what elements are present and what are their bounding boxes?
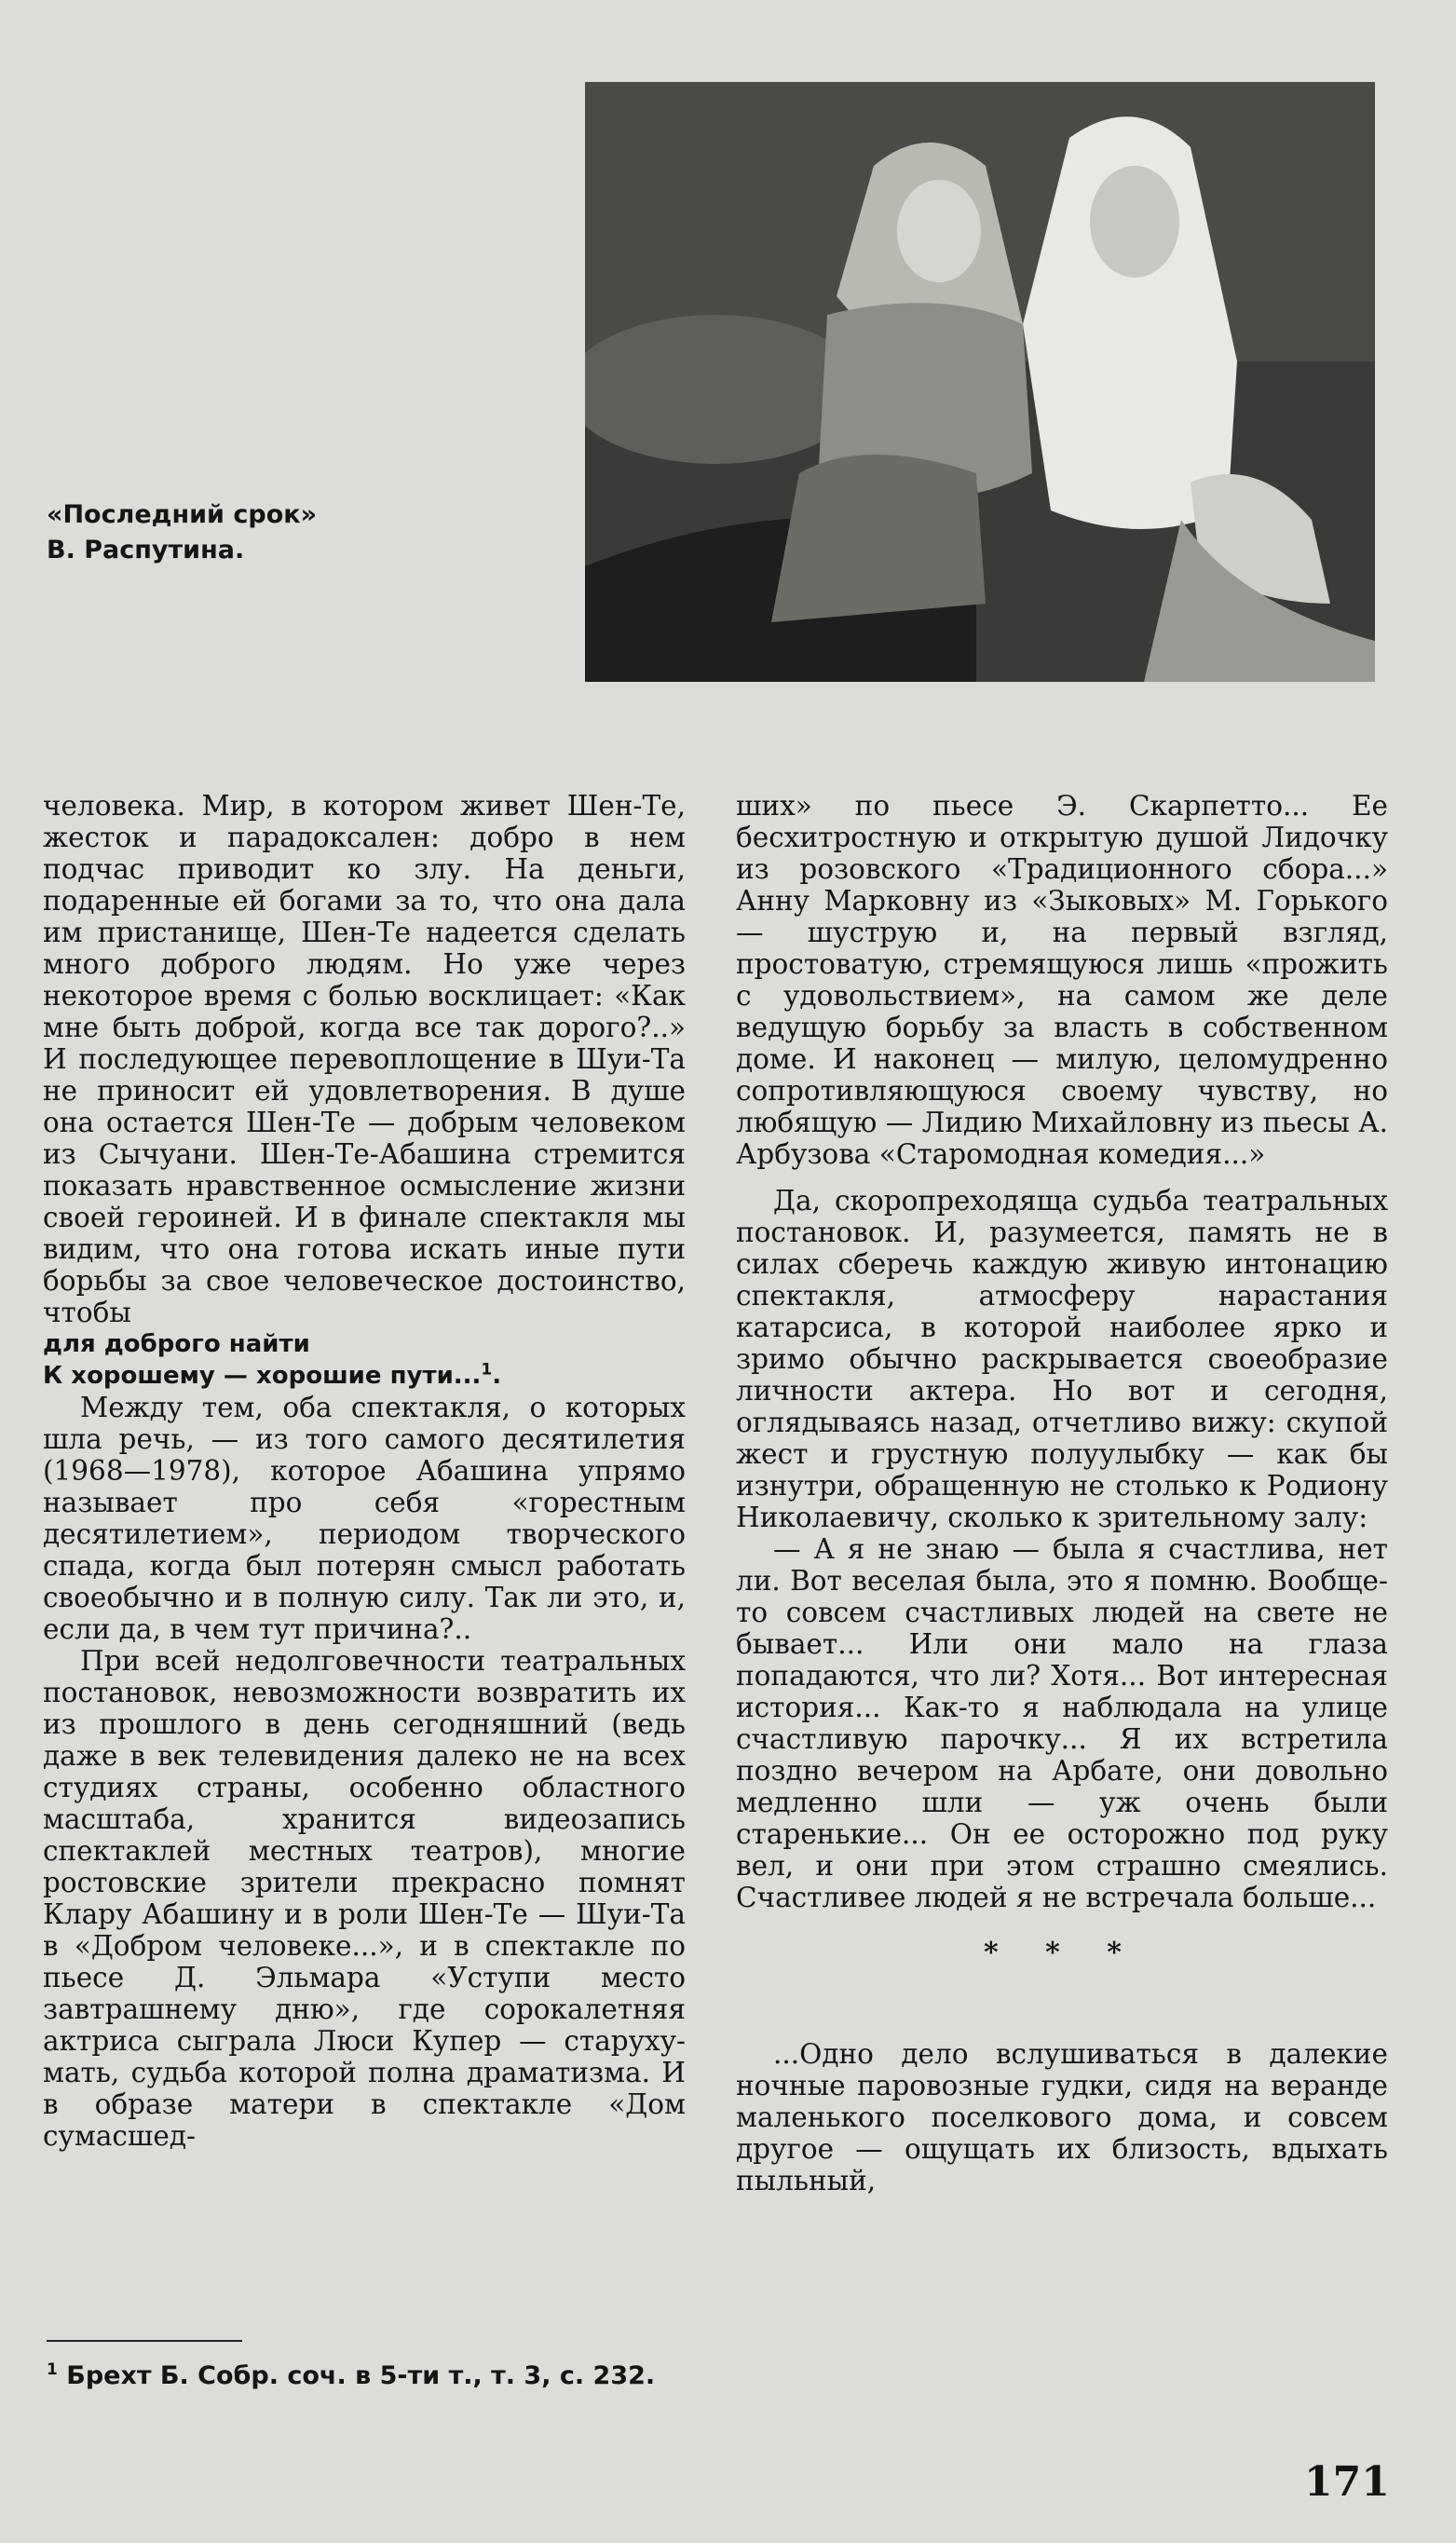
page-number: 171	[1304, 2458, 1390, 2506]
paragraph: человека. Мир, в котором живет Шен-Те, жесток и парадоксален: добро в нем подчас приводит ко злу. На деньги, подаренные ей богами за то, что она дала им пристанище, Шен-Те надеется сделать много доброго людям. Но уже через некоторое время с болью восклицает: «Как мне быть доброй, когда все так дорого?..» И последующее перевоплощение в Шуи-Та не приносит ей удовлетворения. В душе она остается Шен-Те — добрым человеком из Сычуани. Шен-Те-Абашина стремится показать нравственное осмысление жизни своей героиней. И в финале спектакля мы видим, что она готова искать иные пути борьбы за свое человеческое достоинство, чтобы	[43, 790, 686, 1328]
left-column	[43, 790, 686, 2152]
caption-author: В. Распутина.	[47, 536, 245, 564]
paragraph: ших» по пьесе Э. Скарпетто... Ее бесхитростную и открытую душой Лидочку из розовского «Традиционного сбора...» Анну Марковну из «Зыковых» М. Горького — шуструю и, на первый взгляд, простоватую, стремящуюся лишь «прожить с удовольствием», на самом же деле ведущую борьбу за власть в собственном доме. И наконец — милую, целомудренно сопротивляющуюся своему чувству, но любящую — Лидию Михайловну из пьесы А. Арбузова «Старомодная комедия...»	[736, 790, 1388, 1170]
footnote	[47, 2353, 680, 2393]
paragraph: ...Одно дело вслушиваться в далекие ночные паровозные гудки, сидя на веранде маленького поселкового дома, и совсем другое — ощущать их близость, вдыхать пыльный,	[736, 2038, 1388, 2196]
paragraph: При всей недолговечности театральных постановок, невозможности возвратить их из прошлого в день сегодняшний (ведь даже в век телевидения далеко не на всех студиях страны, особенно областного масштаба, хранится видеозапись спектаклей местных театров), многие ростовские зрители прекрасно помнят Клару Абашину и в роли Шен-Те — Шуи-Та в «Добром человеке...», и в спектакле по пьесе Д. Эльмара «Уступи место завтрашнему дню», где сорокалетняя актриса сыграла Люси Купер — старуху-мать, судьба которой полна драматизма. И в образе матери в спектакле «Дом сумасшед-	[43, 1645, 686, 2152]
paragraph: Между тем, оба спектакля, о которых шла речь, — из того самого десятилетия (1968—1978), которое Абашина упрямо называет про себя «горестным десятилетием», периодом творческого спада, когда был потерян смысл работать своеобычно и в полную силу. Так ли это, и, если да, в чем тут причина?..	[43, 1392, 686, 1645]
footnote-mark: 1	[47, 2360, 58, 2379]
section-separator: * * *	[984, 1937, 1140, 1969]
footnote-divider	[47, 2340, 242, 2342]
epigraph-line-2	[43, 1360, 686, 1392]
footnote-text: Брехт Б. Собр. соч. в 5-ти т., т. 3, с. 232.	[66, 2361, 656, 2390]
photo-caption	[47, 497, 382, 568]
caption-title: «Последний срок»	[47, 500, 318, 529]
epigraph-line-1: для доброго найти	[43, 1330, 310, 1358]
quoted-monologue: — А я не знаю — была я счастлива, нет ли. Вот веселая была, это я помню. Вообще-то совсем счастливых людей на свете не бывает... Или они мало на глаза попадаются, что ли? Хотя... Вот интересная история... Как-то я наблюдала на улице счастливую парочку... Я их встретила поздно вечером на Арбате, они довольно медленно шли — уж очень были старенькие... Он ее осторожно под руку вел, и они при этом страшно смеялись. Счастливее людей я не встречала больше...	[736, 1533, 1388, 1913]
epigraph-text: К хорошему — хорошие пути...	[43, 1362, 482, 1390]
footnote-ref: 1	[481, 1360, 493, 1380]
epigraph-end: .	[492, 1362, 502, 1390]
two-actresses-image	[585, 82, 1375, 682]
paragraph: Да, скоропреходяща судьба театральных постановок. И, разумеется, память не в силах сберечь каждую живую интонацию спектакля, атмосферу нарастания катарсиса, в которой наиболее ярко и зримо обычно раскрывается своеобразие личности актера. Но вот и сегодня, оглядываясь назад, отчетливо вижу: скупой жест и грустную полуулыбку — как бы изнутри, обращенную не столько к Родиону Николаевичу, сколько к зрительному залу:	[736, 1185, 1388, 1533]
right-column	[736, 790, 1388, 2196]
theatre-photo	[585, 82, 1375, 682]
